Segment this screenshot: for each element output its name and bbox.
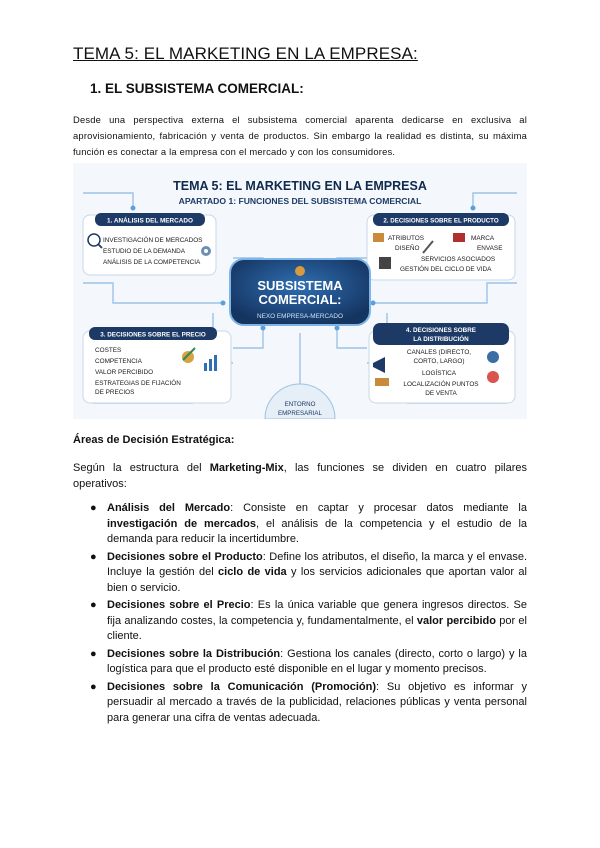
location-pin-icon <box>487 371 499 383</box>
box-decisiones-precio <box>83 327 231 403</box>
list-item: ● Decisiones sobre el Precio: Es la única variable que genera ingresos directos. Se fija analizando costes, la competencia y, fundamentalmente, el valor percibido por el cliente. <box>90 599 527 642</box>
box1-item-0: INVESTIGACIÓN DE MERCADOS <box>103 237 203 244</box>
people-icon <box>487 351 499 363</box>
pillars-list <box>90 501 527 728</box>
list-item: ● Decisiones sobre la Distribución: Gestiona los canales (directo, corto o largo) y la logística para que el producto esté disponible en el lugar y momento precisos. <box>90 647 527 675</box>
box-decisiones-distribucion <box>369 323 515 403</box>
infographic <box>73 163 527 419</box>
infographic-title: TEMA 5: EL MARKETING EN LA EMPRESA <box>173 179 427 193</box>
center-line2: COMERCIAL: <box>258 292 342 307</box>
center-subsistema <box>230 259 370 325</box>
box3-item-0: COSTES <box>95 347 122 354</box>
center-sub: NEXO EMPRESA-MERCADO <box>257 313 343 320</box>
box2-envase: ENVASE <box>477 245 503 252</box>
env-line2: EMPRESARIAL <box>277 410 323 417</box>
env-line1: ENTORNO <box>284 401 316 408</box>
box3-header: 3. DECISIONES SOBRE EL PRECIO <box>100 331 206 339</box>
box4-header1: 4. DECISIONES SOBRE <box>406 327 476 334</box>
infographic-subtitle: APARTADO 1: FUNCIONES DEL SUBSISTEMA COMERCIAL <box>178 196 422 206</box>
box3-item-4: DE PRECIOS <box>95 389 135 396</box>
truck-icon <box>375 378 389 386</box>
box2-diseno: DISEÑO <box>395 245 420 252</box>
box4-item-2: LOGÍSTICA <box>421 370 457 377</box>
document-title: TEMA 5: EL MARKETING EN LA EMPRESA: <box>73 44 418 63</box>
box1-item-2: ANÁLISIS DE LA COMPETENCIA <box>103 259 201 266</box>
box3-item-3: ESTRATEGIAS DE FIJACIÓN <box>95 380 181 387</box>
list-item: ● Análisis del Mercado: Consiste en captar y procesar datos mediante la investigación de mercados, el análisis de la competencia y el estudio de la demanda para reducir la incertidumbre. <box>90 502 528 545</box>
box2-servicios: SERVICIOS ASOCIADOS <box>421 256 496 263</box>
brand-tag-icon <box>453 233 465 242</box>
robot-arm-icon <box>379 257 391 269</box>
box4-item-0: CANALES (DIRECTO, <box>406 349 472 356</box>
box-decisiones-producto <box>367 213 515 280</box>
box4-header2: LA DISTRIBUCIÓN <box>413 336 469 343</box>
center-line1: SUBSISTEMA <box>257 278 343 293</box>
box4-item-4: DE VENTA <box>425 390 457 397</box>
coins-icon <box>182 351 194 363</box>
box1-item-1: ESTUDIO DE LA DEMANDA <box>103 248 186 255</box>
box2-marca: MARCA <box>471 235 495 242</box>
bar-chart-icon <box>204 363 207 371</box>
box3-item-1: COMPETENCIA <box>95 358 142 365</box>
handshake-icon <box>295 266 305 276</box>
box-product-icon <box>373 233 384 242</box>
list-item: ● Decisiones sobre la Comunicación (Promoción): Su objetivo es informar y persuadir al mercado a través de la publicidad, relaciones públicas y venta personal para generar una cifra de ventas adecuada. <box>90 680 528 724</box>
box-analisis-mercado <box>83 213 216 275</box>
section-heading: 1. EL SUBSISTEMA COMERCIAL: <box>90 81 304 96</box>
intro-paragraph: Desde una perspectiva externa el subsistema comercial aparenta dedicarse en exclusiva al aprovisionamiento, fabricación y venta de productos. Sin embargo la realidad es distinta, su máxima función es conectar a la empresa con el mercado y con los consumidores. <box>73 114 527 157</box>
box2-ciclo: GESTIÓN DEL CICLO DE VIDA <box>400 266 492 273</box>
areas-heading: Áreas de Decisión Estratégica: <box>73 434 235 446</box>
box1-header: 1. ANÁLISIS DEL MERCADO <box>107 217 193 225</box>
marketing-mix-paragraph: Según la estructura del Marketing-Mix, las funciones se dividen en cuatro pilares operativos: <box>73 462 527 490</box>
box4-item-1: CORTO, LARGO) <box>413 358 465 365</box>
box3-item-2: VALOR PERCIBIDO <box>95 369 154 376</box>
list-item: ● Decisiones sobre el Producto: Define los atributos, el diseño, la marca y el envase. Incluye la gestión del ciclo de vida y los servicios adicionales que aportan valor al bien o servicio. <box>90 550 527 594</box>
box4-item-3: LOCALIZACIÓN PUNTOS <box>403 381 479 388</box>
box2-header: 2. DECISIONES SOBRE EL PRODUCTO <box>383 217 499 225</box>
box2-atributos: ATRIBUTOS <box>388 235 424 242</box>
